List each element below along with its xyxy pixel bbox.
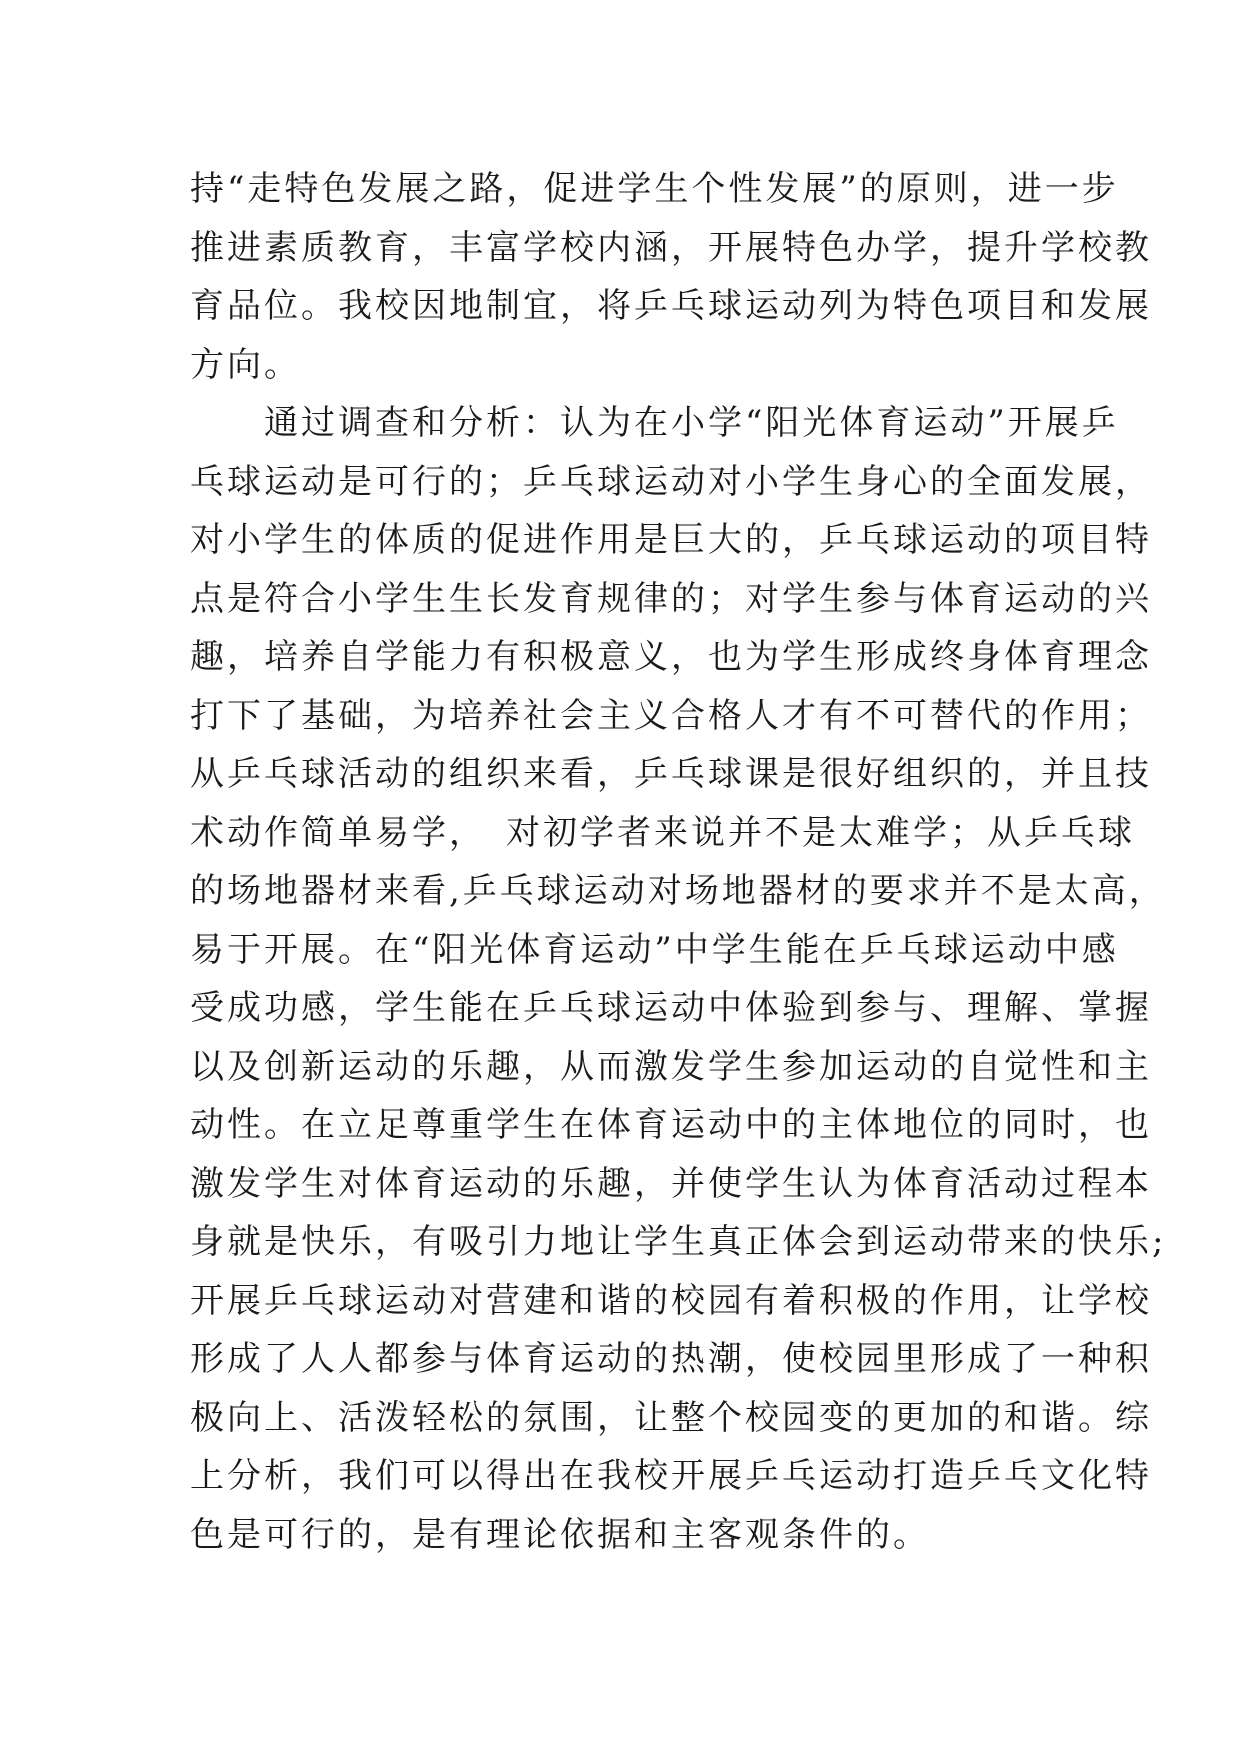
text-line: 趣，培养自学能力有积极意义，也为学生形成终身体育理念 xyxy=(190,637,1152,677)
text-line: 方向。 xyxy=(190,344,301,385)
text-line: 的场地器材来看,乒乓球运动对场地器材的要求并不是太高， xyxy=(190,871,1166,911)
text-line: 点是符合小学生生长发育规律的；对学生参与体育运动的兴 xyxy=(190,578,1152,619)
text-line: 激发学生对体育运动的乐趣，并使学生认为体育活动过程本 xyxy=(190,1163,1152,1204)
text-line: 受成功感，学生能在乒乓球运动中体验到参与、理解、掌握 xyxy=(190,988,1152,1028)
text-line: 打下了基础，为培养社会主义合格人才有不可替代的作用； xyxy=(190,695,1152,736)
text-line: 色是可行的，是有理论依据和主客观条件的。 xyxy=(190,1514,930,1555)
text-line: 通过调查和分析：认为在小学“阳光体育运动”开展乒 xyxy=(190,403,1119,443)
text-line: 动性。在立足尊重学生在体育运动中的主体地位的同时，也 xyxy=(190,1105,1152,1145)
text-line: 易于开展。在“阳光体育运动”中学生能在乒乓球运动中感 xyxy=(190,929,1119,970)
text-line: 对小学生的体质的促进作用是巨大的，乒乓球运动的项目特 xyxy=(190,520,1152,560)
text-line: 上分析，我们可以得出在我校开展乒乓运动打造乒乓文化特 xyxy=(190,1456,1152,1496)
text-line: 术动作简单易学， 对初学者来说并不是太难学；从乒乓球 xyxy=(190,812,1135,853)
text-line: 极向上、活泼轻松的氛围，让整个校园变的更加的和谐。综 xyxy=(190,1397,1152,1438)
text-line: 育品位。我校因地制宜，将乒乓球运动列为特色项目和发展 xyxy=(190,286,1152,326)
text-line: 身就是快乐，有吸引力地让学生真正体会到运动带来的快乐; xyxy=(190,1222,1167,1262)
text-line: 持“走特色发展之路，促进学生个性发展”的原则，进一步 xyxy=(190,169,1119,209)
text-line: 乓球运动是可行的；乒乓球运动对小学生身心的全面发展， xyxy=(190,461,1152,502)
body-text xyxy=(190,160,1167,1564)
text-line: 以及创新运动的乐趣，从而激发学生参加运动的自觉性和主 xyxy=(190,1046,1152,1087)
text-line: 形成了人人都参与体育运动的热潮，使校园里形成了一种积 xyxy=(190,1339,1152,1379)
text-line: 推进素质教育，丰富学校内涵，开展特色办学，提升学校教 xyxy=(190,227,1152,268)
text-line: 开展乒乓球运动对营建和谐的校园有着积极的作用，让学校 xyxy=(190,1280,1152,1321)
text-line: 从乒乓球活动的组织来看，乒乓球课是很好组织的，并且技 xyxy=(190,754,1152,794)
